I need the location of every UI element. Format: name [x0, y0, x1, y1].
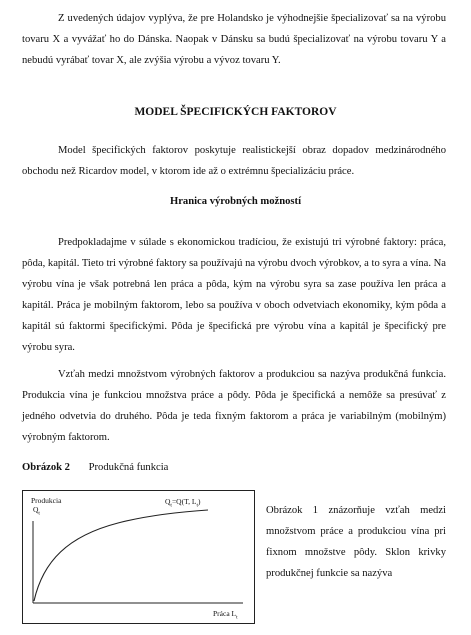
x-axis-label: Práca $L_t$	[213, 609, 238, 621]
figure-number: Obrázok 2	[22, 462, 70, 473]
paragraph-factors: Predpokladajme v súlade s ekonomickou tradíciou, že existujú tri výrobné faktory: práca, pôda, kapitál. Tieto tri výrobné faktory sa používajú na výrobu dvoch výrobkov, a to syra a vína. Na výrobu vína je však potrebná len práca a pôda, kým na výrobu syra sa zase používa len práca a kapitál. Práca je mobilným faktorom, lebo sa používa v oboch odvetviach ekonomiky, kým pôda a kapitál sú faktormi špecifickými. Pôda je špecifická pre výrobu vína a kapitál je špecifický pre výrobu syra.	[22, 237, 446, 353]
production-curve	[34, 510, 208, 601]
y-axis-label: Produkcia $Q_t$	[31, 496, 62, 517]
paragraph-intro: Z uvedených údajov vyplýva, že pre Holandsko je výhodnejšie špecializovať sa na výrobu tovaru X a vyvážať ho do Dánska. Naopak v Dánsku sa budú špecializovať na výrobu tovaru Y a nebudú vyrábať tovar X, ale zvýšia výrobu a vývoz tovaru Y.	[22, 13, 446, 66]
figure-caption	[22, 462, 168, 473]
figure-title: Produkčná funkcia	[88, 462, 169, 473]
figure-production-function	[22, 490, 255, 624]
figure-side-text: Obrázok 1 znázorňuje vzťah medzi množstvom práce a produkciou vína pri fixnom množstve pôdy. Sklon krivky produkčnej funkcie sa nazýva	[266, 505, 446, 579]
subsection-heading: Hranica výrobných možností	[169, 196, 302, 207]
paragraph-production-function: Vzťah medzi množstvom výrobných faktorov a produkciou sa nazýva produkčná funkcia. Produkcia vína je funkciou množstva práce a pôdy. Pôda je špecifická a nemôže sa presúvať z jedného odvetvia do druhého. Pôda je teda fixným faktorom a práca je variabilným (mobilným) výrobným faktorom.	[22, 369, 446, 443]
curve-label: $Q_t=Q(T$, $L_t$)	[165, 497, 201, 509]
paragraph-model: Model špecifických faktorov poskytuje realistickejší obraz dopadov medzinárodného obchodu než Ricardov model, v ktorom ide až o extrémnu špecializáciu práce.	[22, 145, 446, 177]
section-heading: MODEL ŠPECIFICKÝCH FAKTOROV	[134, 106, 337, 118]
